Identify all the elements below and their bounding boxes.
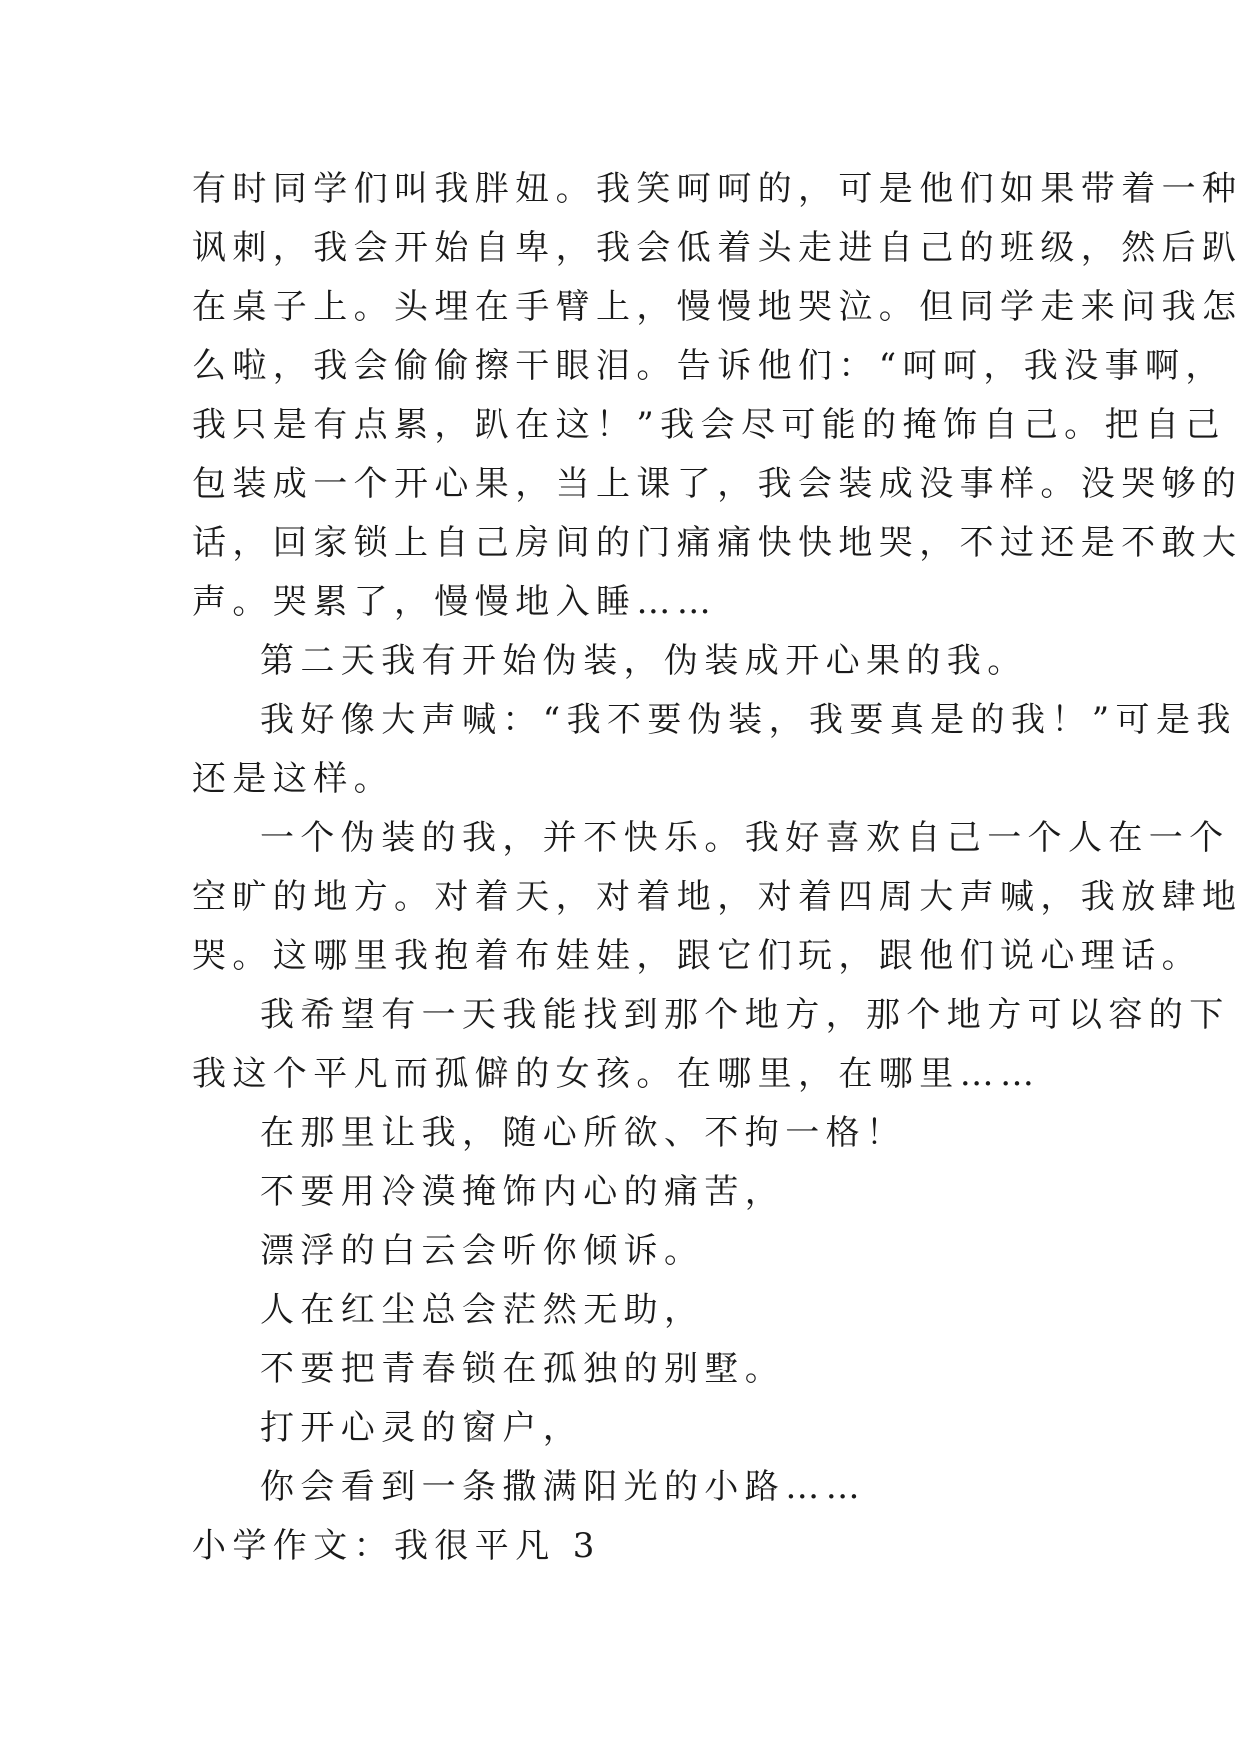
poem-line: 不要用冷漠掩饰内心的痛苦， <box>260 1172 786 1212</box>
paragraph-first-line: 第二天我有开始伪装，伪装成开心果的我。 <box>260 641 1028 681</box>
text-line: 在桌子上。头埋在手臂上，慢慢地哭泣。但同学走来问我怎 <box>192 287 1242 327</box>
paragraph-first-line: 我希望有一天我能找到那个地方，那个地方可以容的下 <box>260 995 1230 1035</box>
poem-line: 在那里让我，随心所欲、不拘一格！ <box>260 1113 907 1153</box>
body-text <box>192 160 1242 1576</box>
text-line: 空旷的地方。对着天，对着地，对着四周大声喊，我放肆地 <box>192 877 1242 917</box>
text-line: 我只是有点累，趴在这！”我会尽可能的掩饰自己。把自己 <box>192 405 1226 445</box>
text-line: 还是这样。 <box>192 759 394 799</box>
text-line: 包装成一个开心果，当上课了，我会装成没事样。没哭够的 <box>192 464 1242 504</box>
text-line: 有时同学们叫我胖妞。我笑呵呵的，可是他们如果带着一种 <box>192 169 1242 209</box>
text-line: 哭。这哪里我抱着布娃娃，跟它们玩，跟他们说心理话。 <box>192 936 1202 976</box>
poem-line: 人在红尘总会茫然无助， <box>260 1290 705 1330</box>
text-line: 么啦，我会偷偷擦干眼泪。告诉他们：“呵呵，我没事啊， <box>192 346 1226 386</box>
section-title: 小学作文：我很平凡 3 <box>192 1526 601 1566</box>
poem-line: 你会看到一条撒满阳光的小路…… <box>260 1467 866 1507</box>
text-line: 我这个平凡而孤僻的女孩。在哪里，在哪里…… <box>192 1054 1041 1094</box>
text-line: 讽刺，我会开始自卑，我会低着头走进自己的班级，然后趴 <box>192 228 1242 268</box>
paragraph-first-line: 我好像大声喊：“我不要伪装，我要真是的我！”可是我 <box>260 700 1237 740</box>
paragraph-first-line: 一个伪装的我，并不快乐。我好喜欢自己一个人在一个 <box>260 818 1230 858</box>
poem-line: 打开心灵的窗户， <box>260 1408 584 1448</box>
text-line: 话，回家锁上自己房间的门痛痛快快地哭，不过还是不敢大 <box>192 523 1242 563</box>
text-line: 声。哭累了，慢慢地入睡…… <box>192 582 718 622</box>
poem-line: 漂浮的白云会听你倾诉。 <box>260 1231 705 1271</box>
poem-line: 不要把青春锁在孤独的别墅。 <box>260 1349 786 1389</box>
